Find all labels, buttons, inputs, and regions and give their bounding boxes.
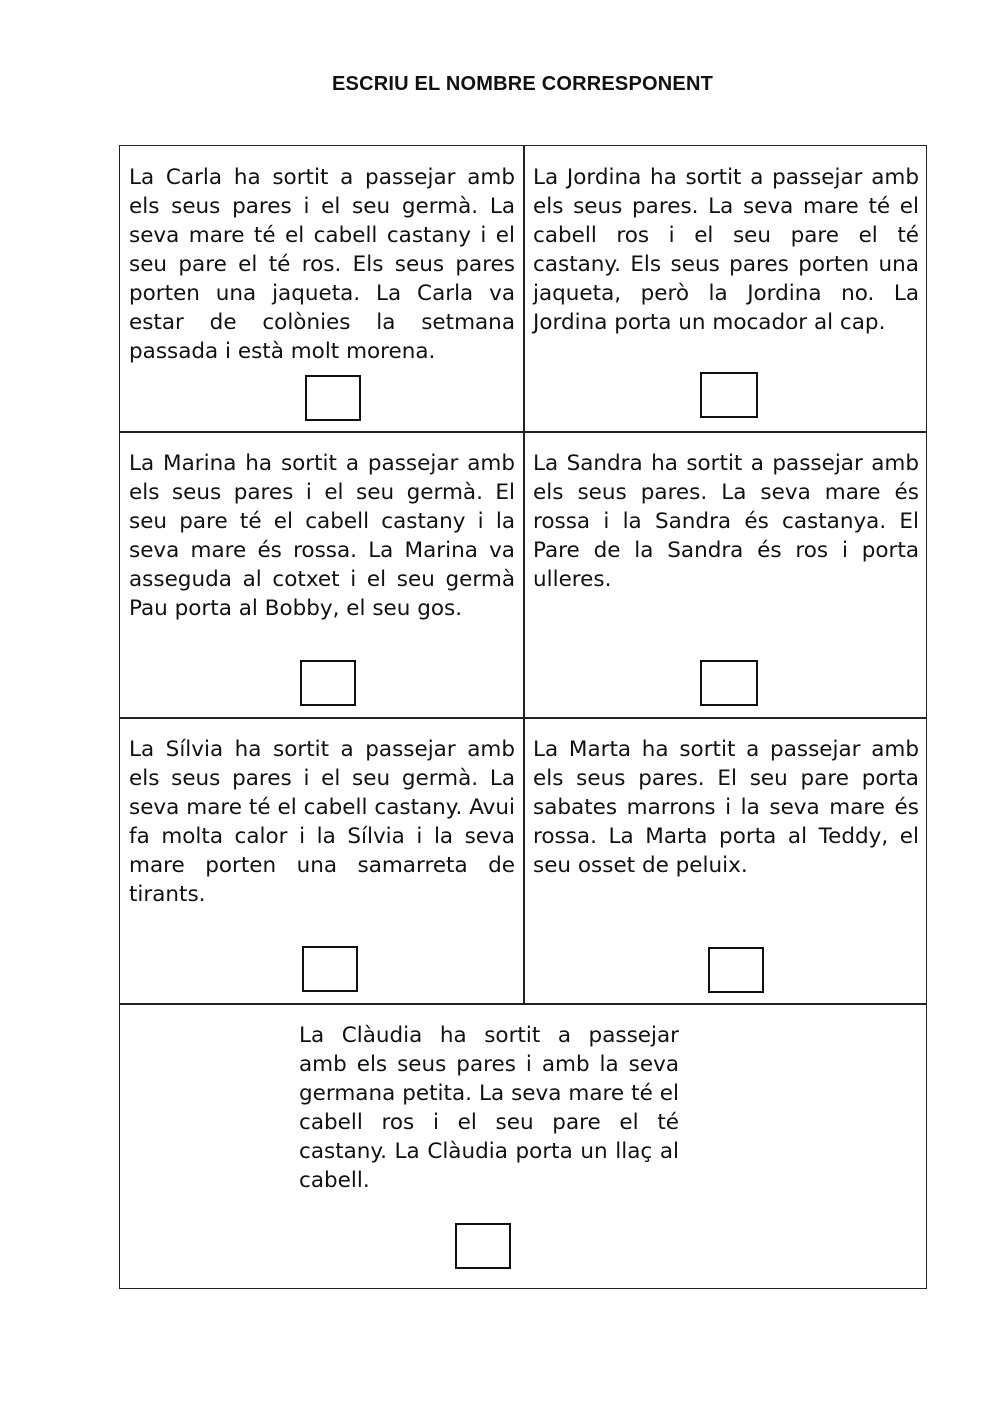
answer-box-marina[interactable] [300,660,356,706]
card-claudia [120,1004,927,1288]
card-text: La Marta ha sortit a passejar amb els seus pares. El seu pare porta sabates marrons i la seva mare és rossa. La Marta porta al Teddy, el seu osset de peluix. [533,737,919,878]
card-text: La Marina ha sortit a passejar amb els seus pares i el seu germà. El seu pare té el cabell castany i la seva mare és rossa. La Marina va asseguda al cotxet i el seu germà Pau porta al Bobby, el seu gos. [129,451,515,621]
answer-box-silvia[interactable] [302,946,358,992]
card-marta [524,718,927,1004]
card-text: La Sandra ha sortit a passejar amb els seus pares. La seva mare és rossa i la Sandra és castanya. El Pare de la Sandra és ros i porta ulleres. [533,451,919,592]
cards-grid [119,145,927,1289]
card-carla [120,146,524,432]
worksheet-title: ESCRIU EL NOMBRE CORRESPONENT [331,73,714,95]
answer-box-carla[interactable] [305,375,361,421]
card-text: La Clàudia ha sortit a passejar amb els seus pares i amb la seva germana petita. La seva mare té el cabell ros i el seu pare el té castany. La Clàudia porta un llaç al cabell. [299,1023,679,1193]
card-marina [120,432,524,718]
answer-box-marta[interactable] [708,947,764,993]
card-text: La Carla ha sortit a passejar amb els seus pares i el seu germà. La seva mare té el cabell castany i el seu pare el té ros. Els seus pares porten una jaqueta. La Carla va estar de colònies la setmana passada i està molt morena. [129,165,515,364]
answer-box-jordina[interactable] [700,372,758,418]
card-sandra [524,432,927,718]
card-text: La Sílvia ha sortit a passejar amb els seus pares i el seu germà. La seva mare té el cabell castany. Avui fa molta calor i la Sílvia i la seva mare porten una samarreta de tirants. [129,737,515,907]
card-jordina [524,146,927,432]
card-text: La Jordina ha sortit a passejar amb els seus pares. La seva mare té el cabell ros i el seu pare el té castany. Els seus pares porten una jaqueta, però la Jordina no. La Jordina porta un mocador al cap. [533,165,919,335]
card-silvia [120,718,524,1004]
answer-box-sandra[interactable] [700,660,758,706]
answer-box-claudia[interactable] [455,1223,511,1269]
